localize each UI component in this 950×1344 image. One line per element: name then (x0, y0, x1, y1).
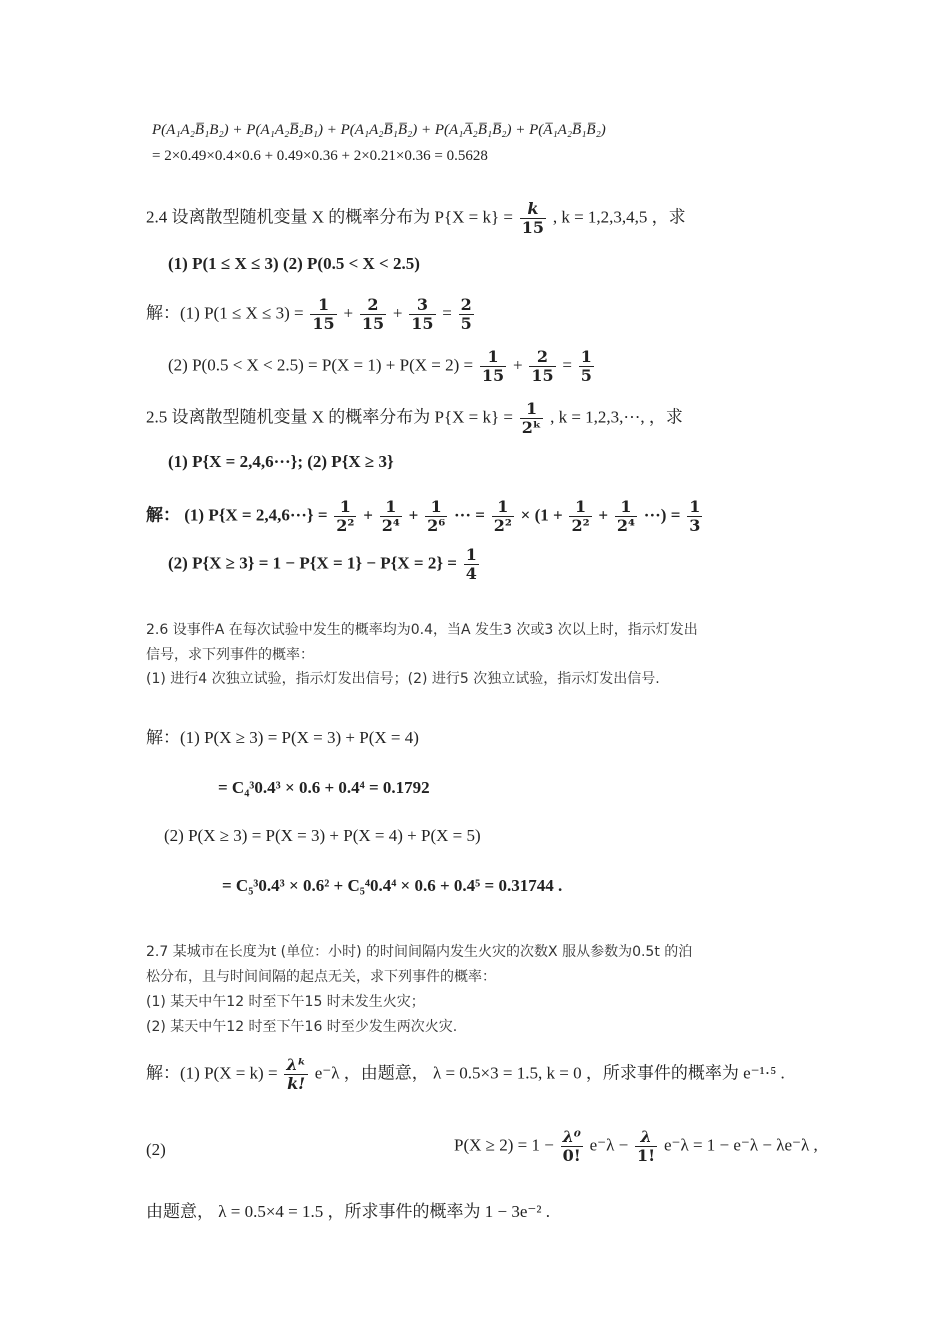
p27-stem-line-2: 松分布，且与时间间隔的起点无关，求下列事件的概率： (146, 969, 496, 985)
num: 1 (580, 347, 592, 366)
p24-solution-1 (146, 296, 476, 333)
p27-sol2-mid: e⁻λ − (589, 1135, 629, 1155)
p26-sol1-line-1: 解：(1) P(X ≥ 3) = P(X = 3) + P(X = 4) (146, 728, 419, 747)
p25-stem-fraction (520, 400, 544, 437)
den: 4 (465, 564, 477, 583)
den: 2² (571, 516, 590, 535)
plus: + (598, 505, 609, 525)
p27-stem-line-4: (2) 某天中午12 时至下午16 时至少发生两次火灾. (146, 1019, 458, 1035)
equals: = (562, 355, 572, 375)
num: 2 (536, 347, 549, 366)
p27-solution-1 (146, 1056, 785, 1093)
p26-sol1-line-2: = C₄³0.4³ × 0.6 + 0.4⁴ = 0.1792 (218, 778, 430, 797)
p25-factor (492, 498, 514, 535)
p24-frac-den: 15 (521, 218, 545, 237)
equals: = (442, 303, 452, 323)
num: 1 (620, 497, 632, 516)
den: 5 (460, 314, 472, 333)
p27-stem-line-1: 2.7 某城市在长度为t (单位：小时) 的时间间隔内发生火灾的次数X 服从参数为0.5t 的泊 (146, 944, 693, 960)
den: 2⁴ (616, 516, 636, 535)
p27-sol2-label: (2) (146, 1140, 166, 1159)
ellipsis-equals: ··· = (454, 505, 485, 525)
p27-stem-line-3: (1) 某天中午12 时至下午15 时未发生火灾； (146, 994, 425, 1010)
num: 3 (416, 295, 428, 314)
p26-stem-line-1: 2.6 设事件A 在每次试验中发生的概率均为0.4，当A 发生3 次或3 次以上时，指示灯发出 (146, 622, 698, 638)
num: 1 (385, 497, 397, 516)
num: 1 (689, 497, 701, 516)
p24-solution-2 (168, 348, 596, 385)
num: λ (640, 1127, 652, 1146)
p27-sol2-suffix: e⁻λ = 1 − e⁻λ − λe⁻λ , (663, 1135, 818, 1155)
plus: + (408, 505, 419, 525)
num: λ⁰ (562, 1127, 581, 1146)
num: 1 (487, 347, 499, 366)
num: 1 (430, 497, 442, 516)
top-line-2: = 2×0.49×0.4×0.6 + 0.49×0.36 + 2×0.21×0.36 = 0.5628 (152, 148, 488, 164)
den: 15 (531, 366, 554, 385)
problem-2-5-stem (146, 400, 683, 437)
p25-stem-prefix: 2.5 设离散型随机变量 X 的概率分布为 P{X = k} = (146, 407, 514, 427)
num: 2 (460, 295, 472, 314)
den: 2⁴ (381, 516, 400, 535)
p25-solution-1 (146, 498, 704, 535)
p25-solution-2 (168, 546, 481, 583)
p25-sol1-prefix: 解： (1) P{X = 2,4,6···} = (146, 505, 328, 525)
num: 1 (317, 295, 330, 314)
p25-series-term-2 (380, 498, 402, 535)
p25-inner-term-2 (615, 498, 637, 535)
p24-stem-fraction (520, 200, 546, 237)
p24-stem-suffix: , k = 1,2,3,4,5 ，求 (552, 207, 686, 227)
p26-sol2-line-2: = C₅³0.4³ × 0.6² + C₅⁴0.4⁴ × 0.6 + 0.4⁵ = 0.31744 . (222, 876, 563, 895)
plus: + (512, 355, 523, 375)
p26-sol2-line-1: (2) P(X ≥ 3) = P(X = 3) + P(X = 4) + P(X = 5) (164, 826, 481, 845)
p25-inner-term-1 (569, 498, 591, 535)
plus: + (363, 505, 373, 525)
den: 15 (481, 366, 505, 385)
den: 3 (689, 516, 701, 535)
problem-2-4-stem (146, 200, 686, 237)
den: k! (284, 1074, 308, 1093)
p27-sol1-fraction (284, 1056, 308, 1093)
p25-parts: (1) P{X = 2,4,6···}; (2) P{X ≥ 3} (168, 452, 394, 471)
p24-sol2-frac-a (480, 348, 506, 385)
p24-sol2-frac-b (529, 348, 555, 385)
p25-stem-suffix: , k = 1,2,3,···, ，求 (550, 407, 683, 427)
p27-sol2-frac-2 (635, 1128, 657, 1165)
den: 0! (561, 1146, 583, 1165)
p27-sol1-prefix: 解：(1) P(X = k) = (146, 1063, 278, 1083)
den: 15 (312, 314, 335, 333)
p24-sol1-result (459, 296, 474, 333)
p24-sol1-frac-a (310, 296, 336, 333)
p27-conclusion: 由题意， λ = 0.5×4 = 1.5 ，所求事件的概率为 1 − 3e⁻² . (146, 1202, 550, 1221)
p24-frac-num: k (527, 199, 539, 218)
den: 15 (361, 314, 385, 333)
p25-sol2-prefix: (2) P{X ≥ 3} = 1 − P{X = 1} − P{X = 2} = (168, 553, 457, 573)
p25-series-term-1 (334, 498, 356, 535)
times-open: × (1 + (520, 505, 563, 525)
den: 1! (637, 1146, 656, 1165)
p27-sol1-suffix: e⁻λ ，由题意， λ = 0.5×3 = 1.5, k = 0 ，所求事件的概率为 e⁻¹·⁵ . (314, 1063, 785, 1083)
p24-parts: (1) P(1 ≤ X ≤ 3) (2) P(0.5 < X < 2.5) (168, 254, 420, 273)
p26-stem-line-3: (1) 进行4 次独立试验，指示灯发出信号；(2) 进行5 次独立试验，指示灯发出信号. (146, 671, 660, 687)
den: 15 (411, 314, 434, 333)
den: 2² (336, 516, 355, 535)
num: λᵏ (286, 1055, 306, 1074)
p25-frac-num: 1 (525, 399, 538, 418)
top-line-1: P(A₁A₂B̅₁B₂) + P(A₁A₂B̅₂B₁) + P(A₁A₂B̅₁B̅₂) + P(A₁A̅₂B̅₁B̅₂) + P(A̅₁A₂B̅₁B̅₂) (152, 122, 606, 138)
p25-sol2-result (464, 546, 479, 583)
p27-sol2-prefix: P(X ≥ 2) = 1 − (454, 1135, 554, 1155)
p25-sol1-result (687, 498, 702, 535)
den: 5 (580, 366, 592, 385)
p26-stem-line-2: 信号，求下列事件的概率： (146, 647, 314, 663)
den: 2⁶ (427, 516, 446, 535)
close-paren: ···) (643, 505, 671, 525)
num: 1 (574, 497, 587, 516)
num: 2 (367, 295, 379, 314)
p25-series-term-3 (425, 498, 447, 535)
p24-sol1-prefix: 解：(1) P(1 ≤ X ≤ 3) = (146, 303, 304, 323)
p25-frac-den: 2ᵏ (521, 418, 542, 437)
p27-solution-2 (454, 1128, 818, 1165)
num: 1 (465, 545, 477, 564)
p24-sol1-frac-b (360, 296, 386, 333)
num: 1 (339, 497, 351, 516)
num: 1 (497, 497, 509, 516)
p27-sol2-frac-1 (561, 1128, 583, 1165)
plus: + (392, 303, 403, 323)
p24-sol1-frac-c (409, 296, 435, 333)
p25-sol1-end: = (670, 505, 681, 525)
p24-sol2-prefix: (2) P(0.5 < X < 2.5) = P(X = 1) + P(X = 2) = (168, 355, 474, 375)
p24-sol2-result (579, 348, 594, 385)
den: 2² (493, 516, 512, 535)
plus: + (343, 303, 354, 323)
p24-stem-prefix: 2.4 设离散型随机变量 X 的概率分布为 P{X = k} = (146, 207, 514, 227)
